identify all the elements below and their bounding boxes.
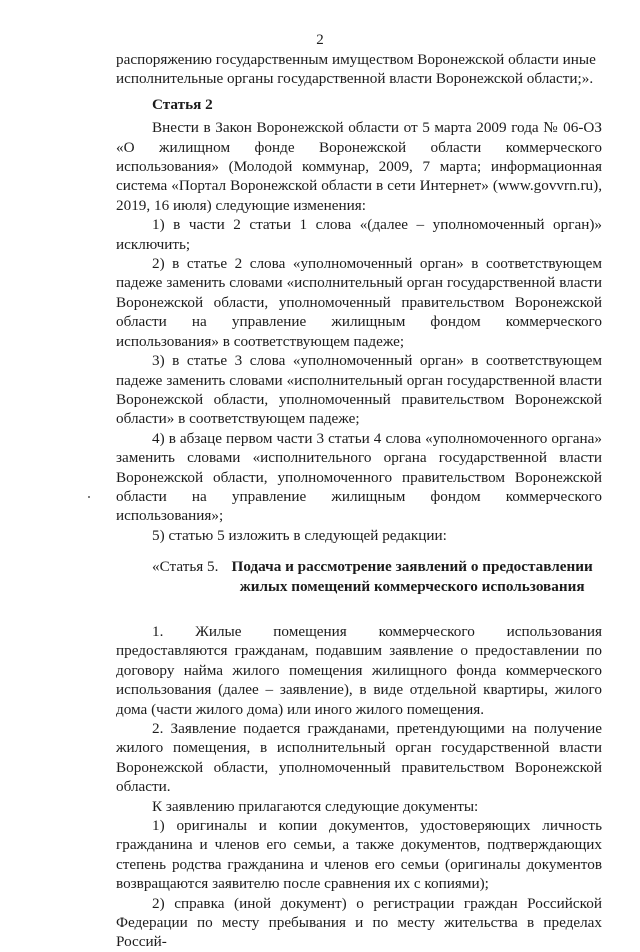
new-article-paragraph-1: 1. Жилые помещения коммерческого использования предоставляются гражданам, подавшим заявление о предоставлении по договору найма жилого помещения жилищного фонда коммерческого использования (далее – заявление), в виде отдельной квартиры, жилого дома (части жилого дома) или иного жилого помещения. [116,622,602,718]
document-body [116,50,602,952]
paragraph-item-3: 3) в статье 3 слова «уполномоченный орган» в соответствующем падеже заменить словами «исполнительный орган государственной власти Воронежской области, уполномоченный правительством Воронежской области» в соответствующем падеже; [116,352,602,428]
intro-line-2: исполнительные органы государственной власти Воронежской области;». [116,70,594,88]
new-article-heading [116,557,602,596]
new-article-paragraph-5: 2) справка (иной документ) о регистрации граждан Российской Федерации по месту пребывания и по месту жительства в пределах Россий- [116,894,602,951]
article-heading: Статья 2 [152,95,213,113]
page-number: 2 [316,32,324,48]
new-article-title: Подача и рассмотрение заявлений о предоставлении жилых помещений коммерческого использования [231,558,593,595]
paragraph-item-1: 1) в части 2 статьи 1 слова «(далее – уполномоченный орган)» исключить; [116,216,602,253]
new-article-prefix: «Статья 5. [152,558,223,576]
paragraph-item-4: 4) в абзаце первом части 3 статьи 4 слова «уполномоченного органа» заменить словами «исполнительного органа государственной власти Воронежской области, уполномоченного правительством Воронежской области на управление жилищным фондом коммерческого использования»; [116,429,602,525]
new-article-paragraph-3: К заявлению прилагаются следующие документы: [152,797,479,815]
new-article-paragraph-4: 1) оригиналы и копии документов, удостоверяющих личность гражданина и членов его семьи, а также документов, подтверждающих степень родства гражданина и членов его семьи (оригиналы документов возвращаются заявителю после сравнения их с копиями); [116,817,602,893]
new-article-paragraph-2: 2. Заявление подается гражданами, претендующими на получение жилого помещения, в исполнительный орган государственной власти Воронежской области, уполномоченный правительством Воронежской области. [116,720,602,796]
scan-speck [88,496,90,498]
paragraph-amend-intro: Внести в Закон Воронежской области от 5 марта 2009 года № 06-ОЗ «О жилищном фонде Воронежской области коммерческого использования» (Молодой коммунар, 2009, 7 марта; информационная система «Портал Воронежской области в сети Интернет» (www.govvrn.ru), 2019, 16 июля) следующие изменения: [116,119,602,214]
spacer [116,545,602,557]
paragraph-item-2: 2) в статье 2 слова «уполномоченный орган» в соответствующем падеже заменить словами «исполнительный орган государственной власти Воронежской области, уполномоченный правительством Воронежской области на управление жилищным фондом коммерческого использования» в соответствующем падеже; [116,255,602,350]
paragraph-item-5: 5) статью 5 изложить в следующей редакции: [152,526,447,544]
intro-line-1: распоряжению государственным имуществом Воронежской области иные [116,51,596,68]
spacer [116,596,602,622]
